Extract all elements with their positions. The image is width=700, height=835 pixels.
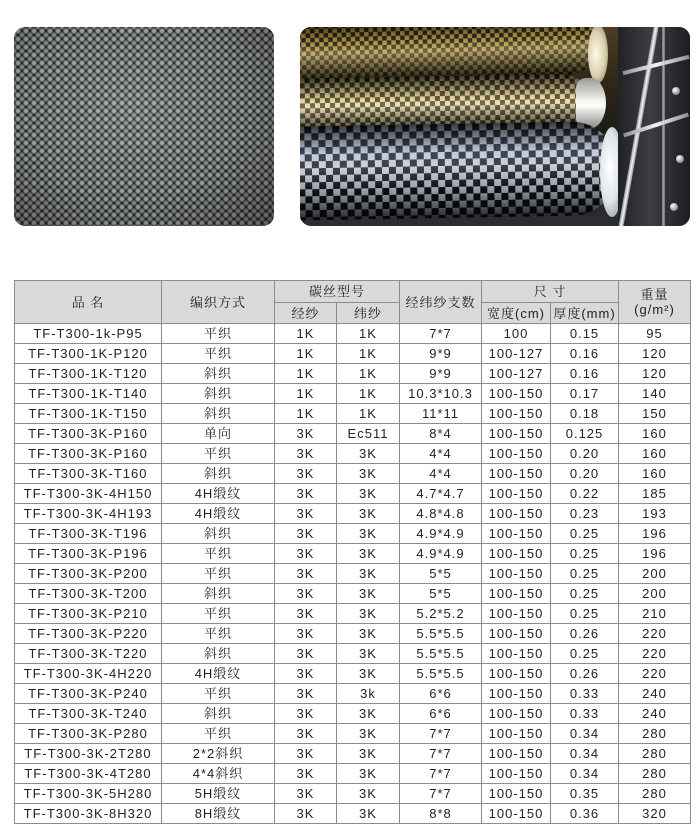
cell-weft: 1K	[337, 404, 400, 424]
cell-weight: 220	[619, 644, 691, 664]
cell-weave: 平织	[162, 344, 275, 364]
cell-weight: 280	[619, 724, 691, 744]
cell-width: 100-150	[482, 404, 551, 424]
cell-weave: 斜织	[162, 704, 275, 724]
cell-thickness: 0.22	[551, 484, 619, 504]
cell-width: 100-150	[482, 664, 551, 684]
cell-width: 100-150	[482, 424, 551, 444]
cell-weight: 140	[619, 384, 691, 404]
cell-width: 100-150	[482, 704, 551, 724]
cell-weave: 4H缎纹	[162, 484, 275, 504]
cell-width: 100-150	[482, 504, 551, 524]
cell-warp: 3K	[275, 724, 337, 744]
header-fiber-type: 碳丝型号	[275, 281, 400, 303]
table-row	[15, 424, 691, 444]
cell-thickness: 0.34	[551, 764, 619, 784]
cell-weft: Ec511	[337, 424, 400, 444]
cell-width: 100-150	[482, 444, 551, 464]
cell-width: 100-150	[482, 624, 551, 644]
cell-warp: 3K	[275, 444, 337, 464]
table-row	[15, 464, 691, 484]
cell-width: 100-150	[482, 684, 551, 704]
cell-warp: 3K	[275, 484, 337, 504]
cell-width: 100-127	[482, 344, 551, 364]
cell-name: TF-T300-3K-T160	[15, 464, 162, 484]
cell-name: TF-T300-1K-T150	[15, 404, 162, 424]
cell-weight: 240	[619, 684, 691, 704]
cell-warp: 3K	[275, 664, 337, 684]
cell-count: 7*7	[400, 764, 482, 784]
cell-warp: 3K	[275, 804, 337, 824]
cell-weight: 220	[619, 624, 691, 644]
cell-count: 4.8*4.8	[400, 504, 482, 524]
cell-count: 7*7	[400, 744, 482, 764]
cell-width: 100-150	[482, 764, 551, 784]
cell-width: 100-150	[482, 564, 551, 584]
cell-weave: 斜织	[162, 364, 275, 384]
cell-warp: 3K	[275, 764, 337, 784]
cell-name: TF-T300-1K-P120	[15, 344, 162, 364]
cell-weave: 平织	[162, 544, 275, 564]
cell-weft: 3K	[337, 744, 400, 764]
roll-end-cap	[588, 27, 608, 83]
table-row	[15, 744, 691, 764]
cell-warp: 3K	[275, 744, 337, 764]
cell-width: 100-150	[482, 644, 551, 664]
cell-name: TF-T300-3K-P196	[15, 544, 162, 564]
header-warp: 经纱	[275, 303, 337, 324]
cell-weft: 1K	[337, 344, 400, 364]
cell-name: TF-T300-3K-T220	[15, 644, 162, 664]
table-row	[15, 504, 691, 524]
header-width: 宽度(cm)	[482, 303, 551, 324]
cell-name: TF-T300-3K-4H193	[15, 504, 162, 524]
cell-name: TF-T300-1k-P95	[15, 324, 162, 344]
cell-thickness: 0.26	[551, 664, 619, 684]
cell-weight: 120	[619, 364, 691, 384]
cell-weight: 185	[619, 484, 691, 504]
machine-rod	[662, 27, 665, 226]
cell-width: 100-150	[482, 484, 551, 504]
cell-warp: 1K	[275, 364, 337, 384]
cell-count: 5.2*5.2	[400, 604, 482, 624]
cell-weave: 4H缎纹	[162, 664, 275, 684]
table-row	[15, 664, 691, 684]
cell-thickness: 0.125	[551, 424, 619, 444]
cell-weft: 3K	[337, 664, 400, 684]
cell-warp: 3K	[275, 424, 337, 444]
cell-thickness: 0.16	[551, 344, 619, 364]
table-row	[15, 584, 691, 604]
cell-name: TF-T300-3K-4H150	[15, 484, 162, 504]
cell-warp: 3K	[275, 544, 337, 564]
cell-count: 9*9	[400, 364, 482, 384]
cell-weave: 斜织	[162, 524, 275, 544]
table-row	[15, 524, 691, 544]
header-weft: 纬纱	[337, 303, 400, 324]
cell-name: TF-T300-3K-P200	[15, 564, 162, 584]
cell-name: TF-T300-1K-T120	[15, 364, 162, 384]
cell-weft: 3K	[337, 484, 400, 504]
cell-weave: 斜织	[162, 644, 275, 664]
cell-weft: 3K	[337, 564, 400, 584]
cell-weave: 4H缎纹	[162, 504, 275, 524]
table-row	[15, 684, 691, 704]
cell-warp: 3K	[275, 584, 337, 604]
cell-width: 100	[482, 324, 551, 344]
cell-name: TF-T300-3K-8H320	[15, 804, 162, 824]
cell-weave: 平织	[162, 324, 275, 344]
cell-weave: 平织	[162, 604, 275, 624]
cell-count: 10.3*10.3	[400, 384, 482, 404]
cell-weft: 3K	[337, 464, 400, 484]
header-row	[15, 281, 691, 303]
header-size: 尺 寸	[482, 281, 619, 303]
cell-weft: 3K	[337, 804, 400, 824]
header-weight-label: 重量	[640, 287, 669, 302]
table-row	[15, 724, 691, 744]
cell-count: 4.7*4.7	[400, 484, 482, 504]
cell-weft: 3K	[337, 644, 400, 664]
cell-count: 5.5*5.5	[400, 624, 482, 644]
table-row	[15, 644, 691, 664]
cell-weave: 斜织	[162, 584, 275, 604]
cell-weft: 3K	[337, 704, 400, 724]
cell-warp: 3K	[275, 504, 337, 524]
header-weave-method: 编织方式	[162, 281, 275, 324]
table-row	[15, 384, 691, 404]
cell-count: 5.5*5.5	[400, 644, 482, 664]
cell-thickness: 0.33	[551, 704, 619, 724]
cell-name: TF-T300-3K-T196	[15, 524, 162, 544]
cell-thickness: 0.34	[551, 724, 619, 744]
cell-weave: 斜织	[162, 404, 275, 424]
fabric-rolls-photo	[300, 27, 690, 226]
cell-count: 4*4	[400, 464, 482, 484]
cell-warp: 1K	[275, 344, 337, 364]
cell-name: TF-T300-3K-P160	[15, 444, 162, 464]
cell-thickness: 0.25	[551, 644, 619, 664]
cell-count: 8*4	[400, 424, 482, 444]
cell-name: TF-T300-3K-P220	[15, 624, 162, 644]
cell-width: 100-127	[482, 364, 551, 384]
cell-name: TF-T300-3K-5H280	[15, 784, 162, 804]
cell-thickness: 0.17	[551, 384, 619, 404]
cell-weave: 2*2斜织	[162, 744, 275, 764]
cell-weight: 160	[619, 464, 691, 484]
cell-count: 5.5*5.5	[400, 664, 482, 684]
cell-warp: 1K	[275, 324, 337, 344]
cell-weight: 280	[619, 764, 691, 784]
cell-thickness: 0.15	[551, 324, 619, 344]
cell-weave: 平织	[162, 564, 275, 584]
cell-weave: 平织	[162, 444, 275, 464]
cell-count: 4.9*4.9	[400, 524, 482, 544]
cell-weave: 平织	[162, 684, 275, 704]
table-body	[15, 324, 691, 824]
table-row	[15, 564, 691, 584]
cell-thickness: 0.35	[551, 784, 619, 804]
cell-width: 100-150	[482, 524, 551, 544]
cell-count: 5*5	[400, 584, 482, 604]
roll-end-cap	[576, 78, 606, 128]
table-row	[15, 404, 691, 424]
table-row	[15, 604, 691, 624]
machine-bolt	[676, 155, 684, 163]
cell-weft: 3K	[337, 604, 400, 624]
cell-count: 7*7	[400, 724, 482, 744]
cell-count: 9*9	[400, 344, 482, 364]
header-product-name: 品 名	[15, 281, 162, 324]
cell-weight: 200	[619, 564, 691, 584]
table-row	[15, 764, 691, 784]
cell-width: 100-150	[482, 784, 551, 804]
cell-name: TF-T300-3K-4H220	[15, 664, 162, 684]
cell-weave: 5H缎纹	[162, 784, 275, 804]
cell-weight: 280	[619, 784, 691, 804]
cell-thickness: 0.25	[551, 564, 619, 584]
table-row	[15, 624, 691, 644]
cell-weft: 1K	[337, 384, 400, 404]
cell-weave: 平织	[162, 624, 275, 644]
cell-weave: 4*4斜织	[162, 764, 275, 784]
cell-warp: 3K	[275, 684, 337, 704]
cell-warp: 3K	[275, 604, 337, 624]
cell-weft: 3K	[337, 504, 400, 524]
cell-weft: 3K	[337, 524, 400, 544]
cell-weight: 320	[619, 804, 691, 824]
table-row	[15, 484, 691, 504]
cell-thickness: 0.34	[551, 744, 619, 764]
table-row	[15, 704, 691, 724]
cell-warp: 3K	[275, 524, 337, 544]
cell-weight: 150	[619, 404, 691, 424]
cell-weft: 3K	[337, 784, 400, 804]
cell-name: TF-T300-1K-T140	[15, 384, 162, 404]
cell-weft: 1K	[337, 324, 400, 344]
cell-name: TF-T300-3K-4T280	[15, 764, 162, 784]
cell-weft: 1K	[337, 364, 400, 384]
cell-width: 100-150	[482, 724, 551, 744]
cell-thickness: 0.25	[551, 544, 619, 564]
cell-weight: 196	[619, 544, 691, 564]
cell-warp: 3K	[275, 784, 337, 804]
cell-width: 100-150	[482, 384, 551, 404]
header-weight-unit: (g/m²)	[634, 302, 675, 317]
cell-thickness: 0.33	[551, 684, 619, 704]
cell-count: 4.9*4.9	[400, 544, 482, 564]
cell-weight: 193	[619, 504, 691, 524]
cell-warp: 3K	[275, 644, 337, 664]
cell-count: 7*7	[400, 784, 482, 804]
cell-weft: 3K	[337, 764, 400, 784]
cell-count: 7*7	[400, 324, 482, 344]
cell-count: 11*11	[400, 404, 482, 424]
cell-weight: 240	[619, 704, 691, 724]
table-row	[15, 784, 691, 804]
cell-thickness: 0.26	[551, 624, 619, 644]
cell-weft: 3K	[337, 584, 400, 604]
cell-name: TF-T300-3K-T240	[15, 704, 162, 724]
cell-width: 100-150	[482, 604, 551, 624]
table-header	[15, 281, 691, 324]
spec-table	[14, 280, 691, 824]
cell-weave: 单向	[162, 424, 275, 444]
cell-weight: 196	[619, 524, 691, 544]
cell-warp: 3K	[275, 704, 337, 724]
cell-weft: 3k	[337, 684, 400, 704]
cell-name: TF-T300-3K-P210	[15, 604, 162, 624]
table-row	[15, 804, 691, 824]
header-yarn-count: 经纬纱支数	[400, 281, 482, 324]
cell-weave: 平织	[162, 724, 275, 744]
cell-weight: 200	[619, 584, 691, 604]
cell-warp: 1K	[275, 404, 337, 424]
cell-weave: 8H缎纹	[162, 804, 275, 824]
cell-warp: 3K	[275, 624, 337, 644]
cell-weight: 210	[619, 604, 691, 624]
cell-count: 6*6	[400, 704, 482, 724]
cell-width: 100-150	[482, 544, 551, 564]
cell-count: 4*4	[400, 444, 482, 464]
table-row	[15, 364, 691, 384]
cell-weight: 160	[619, 424, 691, 444]
cell-weave: 斜织	[162, 384, 275, 404]
cell-thickness: 0.25	[551, 524, 619, 544]
cell-width: 100-150	[482, 804, 551, 824]
cell-count: 5*5	[400, 564, 482, 584]
cell-warp: 3K	[275, 564, 337, 584]
weave-closeup-photo	[14, 27, 274, 226]
table-row	[15, 444, 691, 464]
cell-warp: 3K	[275, 464, 337, 484]
cell-warp: 1K	[275, 384, 337, 404]
machine-bolt	[670, 203, 678, 211]
table-row	[15, 544, 691, 564]
cell-thickness: 0.25	[551, 604, 619, 624]
cell-width: 100-150	[482, 584, 551, 604]
cell-thickness: 0.36	[551, 804, 619, 824]
cell-thickness: 0.20	[551, 444, 619, 464]
cell-name: TF-T300-3K-P160	[15, 424, 162, 444]
cell-thickness: 0.20	[551, 464, 619, 484]
cell-weft: 3K	[337, 724, 400, 744]
cell-name: TF-T300-3K-P280	[15, 724, 162, 744]
cell-weft: 3K	[337, 624, 400, 644]
cell-weight: 220	[619, 664, 691, 684]
cell-weft: 3K	[337, 544, 400, 564]
cell-weight: 95	[619, 324, 691, 344]
cell-thickness: 0.25	[551, 584, 619, 604]
cell-thickness: 0.16	[551, 364, 619, 384]
table-row	[15, 324, 691, 344]
cell-name: TF-T300-3K-P240	[15, 684, 162, 704]
cell-count: 6*6	[400, 684, 482, 704]
fabric-roll	[300, 121, 619, 221]
cell-thickness: 0.18	[551, 404, 619, 424]
header-weight	[619, 281, 691, 324]
cell-weight: 120	[619, 344, 691, 364]
cell-width: 100-150	[482, 464, 551, 484]
cell-thickness: 0.23	[551, 504, 619, 524]
cell-count: 8*8	[400, 804, 482, 824]
machine-bolt	[672, 87, 680, 95]
cell-name: TF-T300-3K-2T280	[15, 744, 162, 764]
cell-weight: 280	[619, 744, 691, 764]
header-thickness: 厚度(mm)	[551, 303, 619, 324]
cell-weight: 160	[619, 444, 691, 464]
table-row	[15, 344, 691, 364]
cell-weft: 3K	[337, 444, 400, 464]
cell-width: 100-150	[482, 744, 551, 764]
cell-weave: 斜织	[162, 464, 275, 484]
cell-name: TF-T300-3K-T200	[15, 584, 162, 604]
